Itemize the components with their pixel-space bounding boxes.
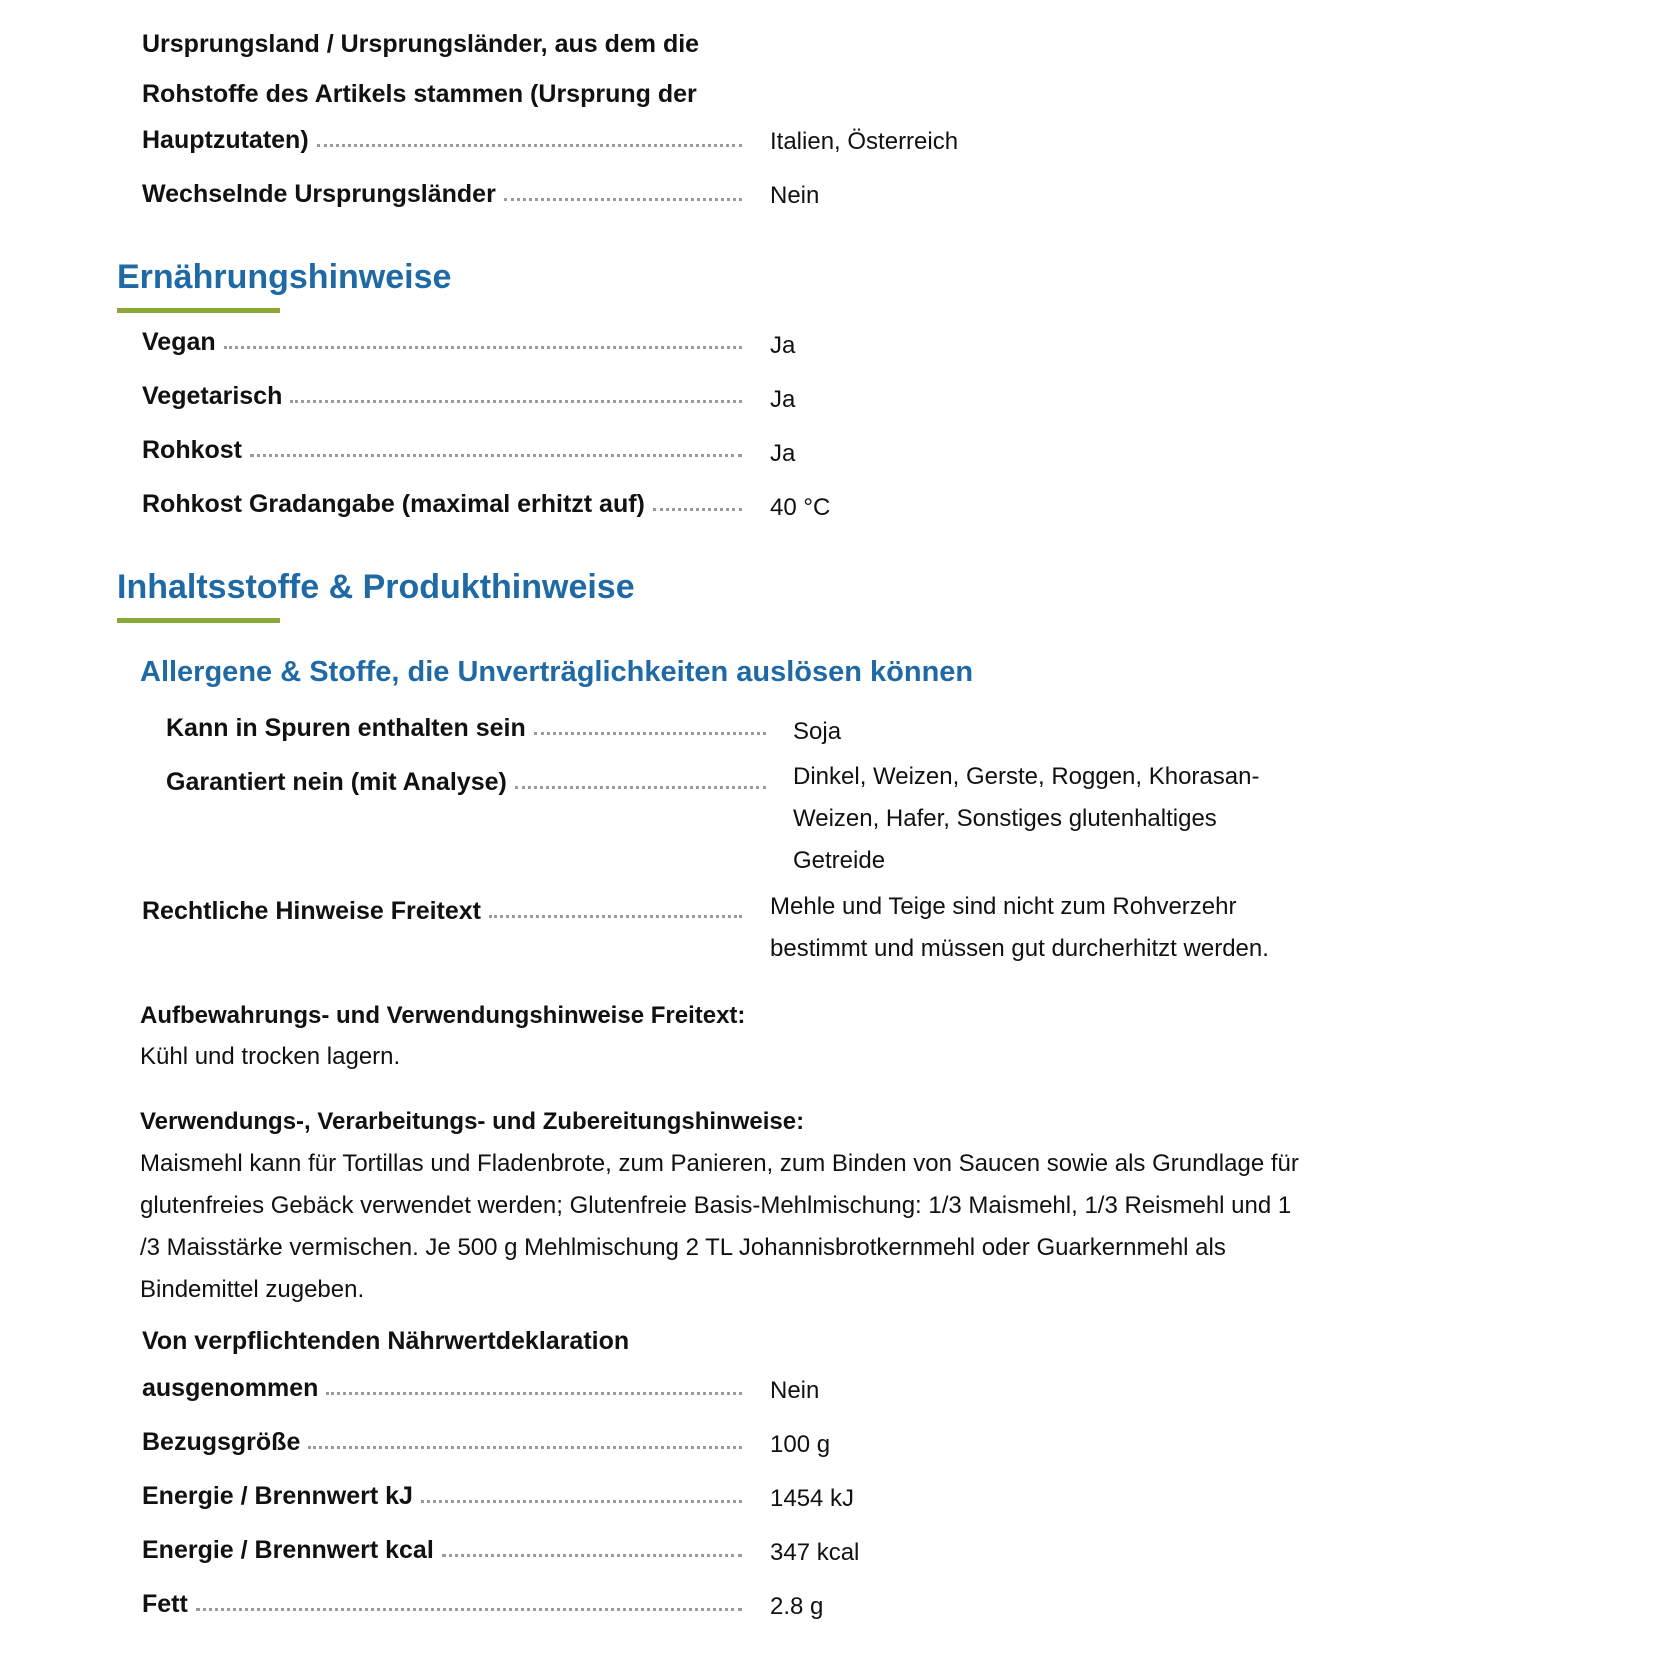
row-label: Vegetarisch — [142, 382, 283, 410]
dot-leader — [489, 915, 742, 918]
list-item — [142, 436, 742, 465]
dot-leader — [515, 786, 766, 789]
row-label: Rohkost Gradangabe (maximal erhitzt auf) — [142, 490, 645, 518]
row-label: Fett — [142, 1590, 188, 1618]
row-value: Ja — [770, 332, 796, 359]
guaranteed-value — [793, 756, 1259, 882]
traces-row — [166, 714, 766, 743]
row-value: Ja — [770, 440, 796, 467]
dot-leader — [442, 1554, 742, 1557]
section-underline — [117, 308, 280, 313]
declaration-value-wrap — [770, 1377, 819, 1405]
list-item — [142, 1428, 742, 1457]
dot-leader — [326, 1392, 742, 1395]
section-underline — [117, 618, 280, 623]
row-label: Vegan — [142, 328, 216, 356]
legal-label: Rechtliche Hinweise Freitext — [142, 897, 482, 925]
dot-leader — [534, 732, 766, 735]
row-value: 40 °C — [770, 494, 831, 521]
declaration-label-line: Von verpflichtenden Nährwertdeklaration — [142, 1327, 630, 1355]
list-item — [142, 1590, 742, 1619]
legal-value-line: bestimmt und müssen gut durcherhitzt werden. — [770, 935, 1269, 962]
legal-value-line: Mehle und Teige sind nicht zum Rohverzehr — [770, 893, 1237, 920]
guaranteed-row — [166, 768, 766, 797]
legal-row — [142, 897, 742, 926]
origin-label — [142, 19, 699, 119]
value-wrap — [770, 1539, 859, 1567]
declaration-label — [142, 1316, 629, 1366]
row-label: Bezugsgröße — [142, 1428, 301, 1456]
changing-origin-label: Wechselnde Ursprungsländer — [142, 180, 496, 208]
list-item — [142, 490, 742, 519]
changing-origin-value: Nein — [770, 182, 820, 209]
origin-value: Italien, Österreich — [770, 128, 959, 155]
section-title-ingredients: Inhaltsstoffe & Produkthinweise — [117, 568, 635, 606]
row-label: Energie / Brennwert kJ — [142, 1482, 413, 1510]
usage-line: Bindemittel zugeben. — [140, 1276, 365, 1303]
declaration-value: Nein — [770, 1377, 820, 1404]
row-label: Energie / Brennwert kcal — [142, 1536, 434, 1564]
value-wrap — [770, 1431, 830, 1459]
row-value: 347 kcal — [770, 1539, 860, 1566]
dot-leader — [421, 1500, 742, 1503]
traces-value: Soja — [793, 718, 842, 745]
row-value: 100 g — [770, 1431, 831, 1458]
origin-label-line: Ursprungsland / Ursprungsländer, aus dem die — [142, 30, 700, 58]
row-value: 1454 kJ — [770, 1485, 855, 1512]
row-value: 2.8 g — [770, 1593, 824, 1620]
origin-label-last: Hauptzutaten) — [142, 126, 309, 154]
subsection-title-allergens: Allergene & Stoffe, die Unverträglichkeiten auslösen können — [140, 656, 974, 688]
guaranteed-value-line: Dinkel, Weizen, Gerste, Roggen, Khorasan- — [793, 763, 1260, 790]
dot-leader — [653, 508, 742, 511]
row-value: Ja — [770, 386, 796, 413]
legal-value — [770, 886, 1269, 970]
origin-row — [142, 126, 742, 155]
changing-origin-value-wrap — [770, 182, 819, 210]
dot-leader — [317, 144, 742, 147]
usage-line: /3 Maisstärke vermischen. Je 500 g Mehlmischung 2 TL Johannisbrotkernmehl oder Guarkernmehl als — [140, 1234, 1226, 1261]
value-wrap — [770, 1593, 823, 1621]
declaration-row — [142, 1374, 742, 1403]
dot-leader — [250, 454, 742, 457]
usage-heading: Verwendungs-, Verarbeitungs- und Zubereitungshinweise: — [140, 1108, 805, 1135]
list-item — [142, 382, 742, 411]
declaration-label-last: ausgenommen — [142, 1374, 319, 1402]
guaranteed-value-line: Weizen, Hafer, Sonstiges glutenhaltiges — [793, 805, 1217, 832]
origin-value-wrap — [770, 128, 958, 156]
row-label: Rohkost — [142, 436, 242, 464]
list-item — [142, 1482, 742, 1511]
guaranteed-value-line: Getreide — [793, 847, 886, 874]
value-wrap — [770, 440, 795, 468]
guaranteed-label: Garantiert nein (mit Analyse) — [166, 768, 507, 796]
storage-text: Kühl und trocken lagern. — [140, 1043, 401, 1070]
usage-line: Maismehl kann für Tortillas und Fladenbrote, zum Panieren, zum Binden von Saucen sowie als Grundlage für — [140, 1150, 1299, 1177]
dot-leader — [196, 1608, 742, 1611]
traces-label: Kann in Spuren enthalten sein — [166, 714, 526, 742]
value-wrap — [770, 386, 795, 414]
value-wrap — [770, 1485, 854, 1513]
dot-leader — [290, 400, 742, 403]
list-item — [142, 1536, 742, 1565]
section-title-nutrition-notes: Ernährungshinweise — [117, 258, 452, 296]
list-item — [142, 328, 742, 357]
dot-leader — [504, 198, 742, 201]
dot-leader — [308, 1446, 742, 1449]
traces-value-wrap — [793, 718, 841, 746]
value-wrap — [770, 494, 830, 522]
storage-heading: Aufbewahrungs- und Verwendungshinweise Freitext: — [140, 1002, 746, 1029]
origin-label-line: Rohstoffe des Artikels stammen (Ursprung der — [142, 80, 697, 108]
changing-origin-row — [142, 180, 742, 209]
value-wrap — [770, 332, 795, 360]
usage-line: glutenfreies Gebäck verwendet werden; Glutenfreie Basis-Mehlmischung: 1/3 Maismehl, 1/3 Reismehl und 1 — [140, 1192, 1292, 1219]
usage-text — [140, 1143, 1380, 1311]
dot-leader — [224, 346, 742, 349]
